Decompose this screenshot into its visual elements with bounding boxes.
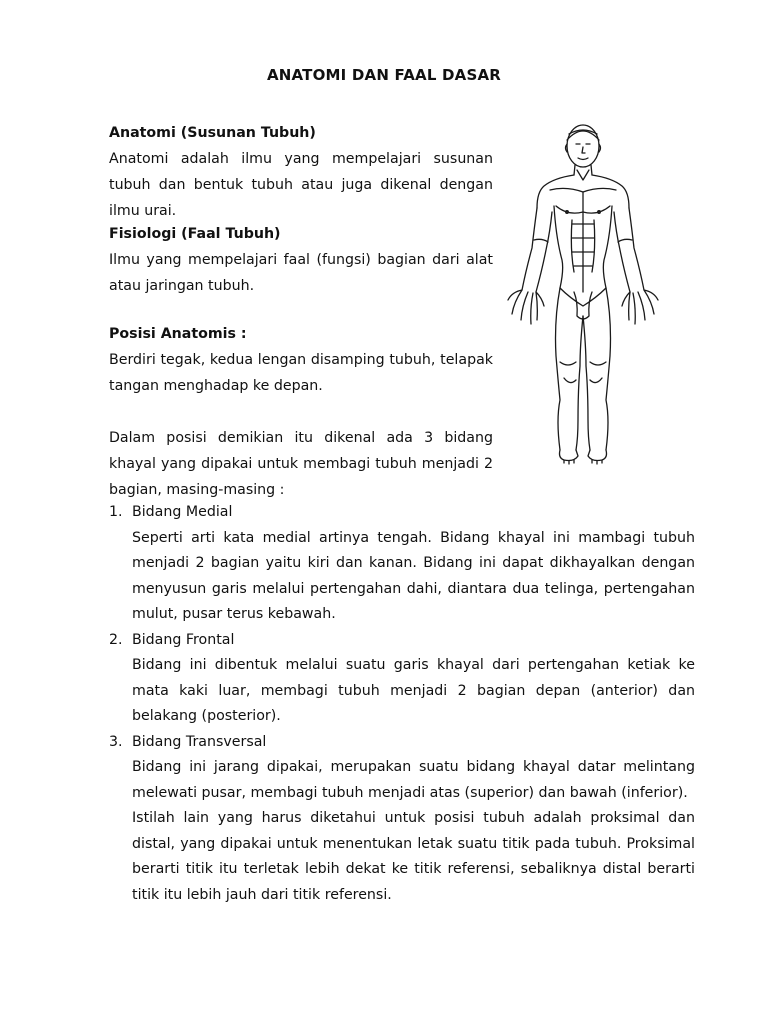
section-text: Berdiri tegak, kedua lengan disamping tubuh, telapak tangan menghadap ke depan. (109, 352, 493, 394)
list-item-number: 3. (109, 733, 123, 750)
list-item (109, 730, 695, 909)
section-anatomi (109, 120, 493, 224)
section-heading: Anatomi (Susunan Tubuh) (109, 125, 316, 141)
list-item-text: Bidang ini jarang dipakai, merupakan suatu bidang khayal datar melintang melewati pusar, membagi tubuh menjadi atas (superior) dan bawah (inferior). (132, 759, 695, 801)
list-item-number: 1. (109, 504, 123, 520)
list-item-text: Seperti arti kata medial artinya tengah. Bidang khayal ini mambagi tubuh menjadi 2 bagian yaitu kiri dan kanan. Bidang ini dapat dikhayalkan dengan menyusun garis melalui pertengahan dahi, diantara dua telinga, pertengahan mulut, pusar terus kebawah. (132, 529, 695, 622)
section-text: Anatomi adalah ilmu yang mempelajari susunan tubuh dan bentuk tubuh atau juga dikenal dengan ilmu urai. (109, 151, 493, 219)
list-item-text: Bidang ini dibentuk melalui suatu garis khayal dari pertengahan ketiak ke mata kaki luar, membagi tubuh menjadi 2 bagian depan (anterior) dan belakang (posterior). (132, 657, 695, 724)
intro-text: Dalam posisi demikian itu dikenal ada 3 bidang khayal yang dipakai untuk membagi tubuh menjadi 2 bagian, masing-masing : (109, 430, 493, 498)
list-item-title: Bidang Medial (132, 504, 233, 520)
planes-list (109, 500, 695, 908)
section-heading: Fisiologi (Faal Tubuh) (109, 226, 281, 242)
intro-paragraph (109, 425, 493, 503)
list-item-number: 2. (109, 631, 123, 648)
section-heading: Posisi Anatomis : (109, 326, 247, 342)
section-posisi-anatomis (109, 321, 493, 399)
section-text: Ilmu yang mempelajari faal (fungsi) bagian dari alat atau jaringan tubuh. (109, 252, 493, 294)
list-item (109, 500, 695, 628)
list-item-text: Istilah lain yang harus diketahui untuk posisi tubuh adalah proksimal dan distal, yang dipakai untuk menentukan letak suatu titik pada tubuh. Proksimal berarti titik itu terletak lebih dekat ke titik referensi, sebaliknya distal berarti titik itu lebih jauh dari titik referensi. (132, 810, 695, 903)
list-item-title: Bidang Transversal (132, 733, 267, 750)
list-item-title: Bidang Frontal (132, 631, 235, 648)
section-fisiologi (109, 221, 493, 299)
list-item (109, 628, 695, 730)
human-body-anatomical-position-icon (504, 120, 662, 466)
page-title: ANATOMI DAN FAAL DASAR (266, 66, 502, 84)
